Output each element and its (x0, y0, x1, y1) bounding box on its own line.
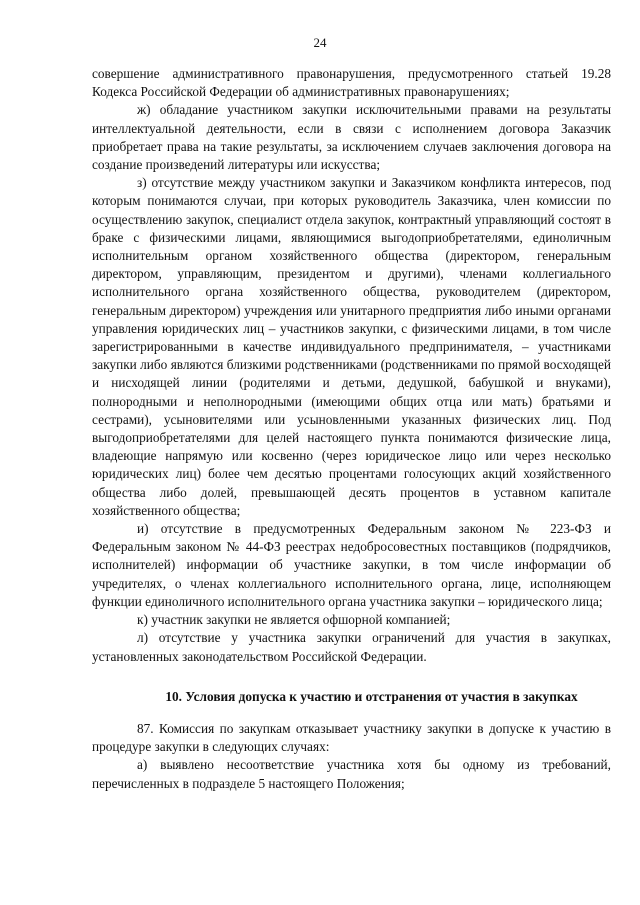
paragraph-k: к) участник закупки не является офшорной компанией; (137, 612, 451, 628)
paragraph-zh: ж) обладание участником закупки исключительными правами на результаты интеллектуальной деятельности, если в связи с исполнением договора Заказчик приобретает права на такие результаты, за исключением случаев заключения договора на создание произведений литературы или искусства; (92, 102, 611, 173)
document-body (92, 65, 611, 793)
page-number: 24 (313, 35, 327, 50)
paragraph-a: а) выявлено несоответствие участника хотя бы одному из требований, перечисленных в подразделе 5 настоящего Положения; (92, 757, 611, 791)
paragraph-l: л) отсутствие у участника закупки ограничений для участия в закупках, установленных законодательством Российской Федерации. (92, 630, 611, 664)
paragraph-i: и) отсутствие в предусмотренных Федеральным законом № 223-ФЗ и Федеральным законом № 44-ФЗ реестрах недобросовестных поставщиков (подрядчиков, исполнителей) информации об участнике закупки, в том числе информации об учредителях, о членах коллегиального исполнительного органа, лице, исполняющем функции единоличного исполнительного органа участника закупки – юридического лица; (92, 521, 611, 609)
paragraph-87: 87. Комиссия по закупкам отказывает участнику закупки в допуске к участию в процедуре закупки в следующих случаях: (92, 720, 611, 755)
paragraph-e-continuation: совершение административного правонарушения, предусмотренного статьей 19.28 Кодекса Российской Федерации об административных правонарушениях; (92, 66, 611, 100)
paragraph-z: з) отсутствие между участником закупки и Заказчиком конфликта интересов, под которым понимаются случаи, при которых руководитель Заказчика, член комиссии по осуществлению закупок, специалист отдела закупок, контрактный управляющий состоят в браке с физическими лицами, являющимися выгодоприобретателями, единоличным исполнительным органом хозяйственного общества (директором, генеральным директором, управляющим, президентом и другими), членами коллегиального исполнительного органа хозяйственного общества, руководителем (директором, генеральным директором) учреждения или унитарного предприятия либо иными органами управления юридических лиц – участников закупки, с физическими лицами, в том числе зарегистрированными в качестве индивидуального предпринимателя, – участниками закупки либо являются близкими родственниками (родственниками по прямой восходящей и нисходящей линии (родителями и детьми, дедушкой, бабушкой и внуками), полнородными и неполнородными (имеющими общих отца или мать) братьями и сестрами), усыновителями или усыновленными указанных физических лиц. Под выгодоприобретателями для целей настоящего пункта понимаются физические лица, владеющие напрямую или косвенно (через юридическое лицо или через несколько юридических лиц) более чем десятью процентами голосующих акций хозяйственного общества либо долей, превышающей десять процентов в уставном капитале хозяйственного общества; (92, 175, 611, 518)
section-heading: 10. Условия допуска к участию и отстранения от участия в закупках (165, 688, 578, 704)
